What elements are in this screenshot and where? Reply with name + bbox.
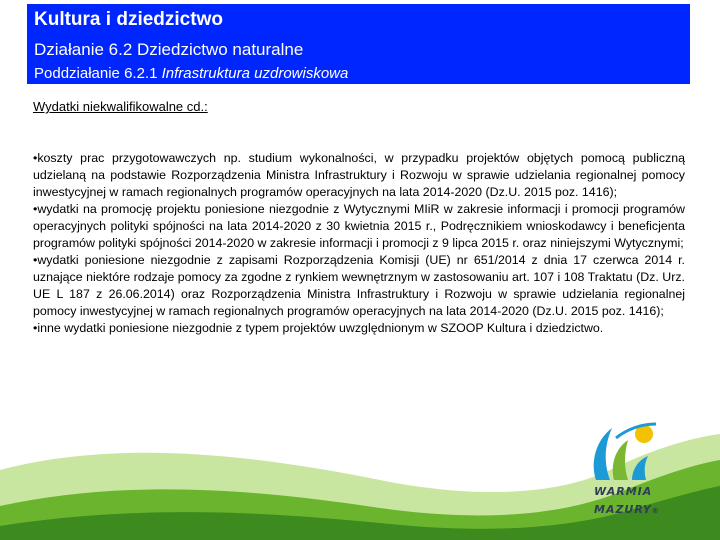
warmia-mazury-logo-icon — [582, 418, 672, 484]
logo-text-line1: WARMIA — [594, 485, 653, 498]
body-text — [33, 150, 685, 337]
list-item: •koszty prac przygotowawczych np. studium wykonalności, w przypadku projektów objętych pomocą publiczną udzielaną na podstawie Rozporządzenia Ministra Infrastruktury i Rozwoju w sprawie udzielania regionalnej pomocy inwestycyjnej w ramach regionalnych programów operacyjnych na lata 2014-2020 (Dz.U. 2015 poz. 1416); — [33, 151, 685, 199]
subaction-name: Infrastruktura uzdrowiskowa — [161, 65, 349, 82]
title-banner — [27, 4, 690, 84]
section-heading: Wydatki niekwalifikowalne cd.: — [33, 99, 208, 114]
logo-word: MAZURY — [594, 503, 652, 516]
list-item: •wydatki poniesione niezgodnie z zapisami Rozporządzenia Komisji (UE) nr 651/2014 z dnia 17 czerwca 2014 r. uznające niektóre rodzaje pomocy za zgodne z rynkiem wewnętrznym w zastosowaniu art. 107 i 108 Traktatu (Dz. Urz. UE L 187 z 26.06.2014) oraz Rozporządzenia Ministra Infrastruktury i Rozwoju w sprawie udzielania regionalnej pomocy inwestycyjnej w ramach regionalnych programów operacyjnych na lata 2014-2020 (Dz.U. 2015 poz. 1416); — [33, 253, 685, 318]
banner-subaction — [34, 65, 348, 82]
registered-mark: ® — [651, 507, 660, 515]
banner-action: Działanie 6.2 Dziedzictwo naturalne — [34, 40, 304, 59]
banner-title: Kultura i dziedzictwo — [34, 9, 223, 30]
subaction-prefix: Poddziałanie 6.2.1 — [34, 65, 162, 82]
list-item: •inne wydatki poniesione niezgodnie z typem projektów uwzględnionym w SZOOP Kultura i dziedzictwo. — [33, 321, 604, 335]
list-item: •wydatki na promocję projektu poniesione niezgodnie z Wytycznymi MIiR w zakresie informacji i promocji programów operacyjnych polityki spójności na lata 2014-2020 z 30 kwietnia 2015 r., Podręcznikiem wnioskodawcy i beneficjenta programów polityki spójności 2014-2020 w zakresie informacji i promocji z 9 lipca 2015 r. oraz niniejszymi Wytycznymi; — [33, 202, 685, 250]
logo-text-line2 — [594, 503, 660, 516]
